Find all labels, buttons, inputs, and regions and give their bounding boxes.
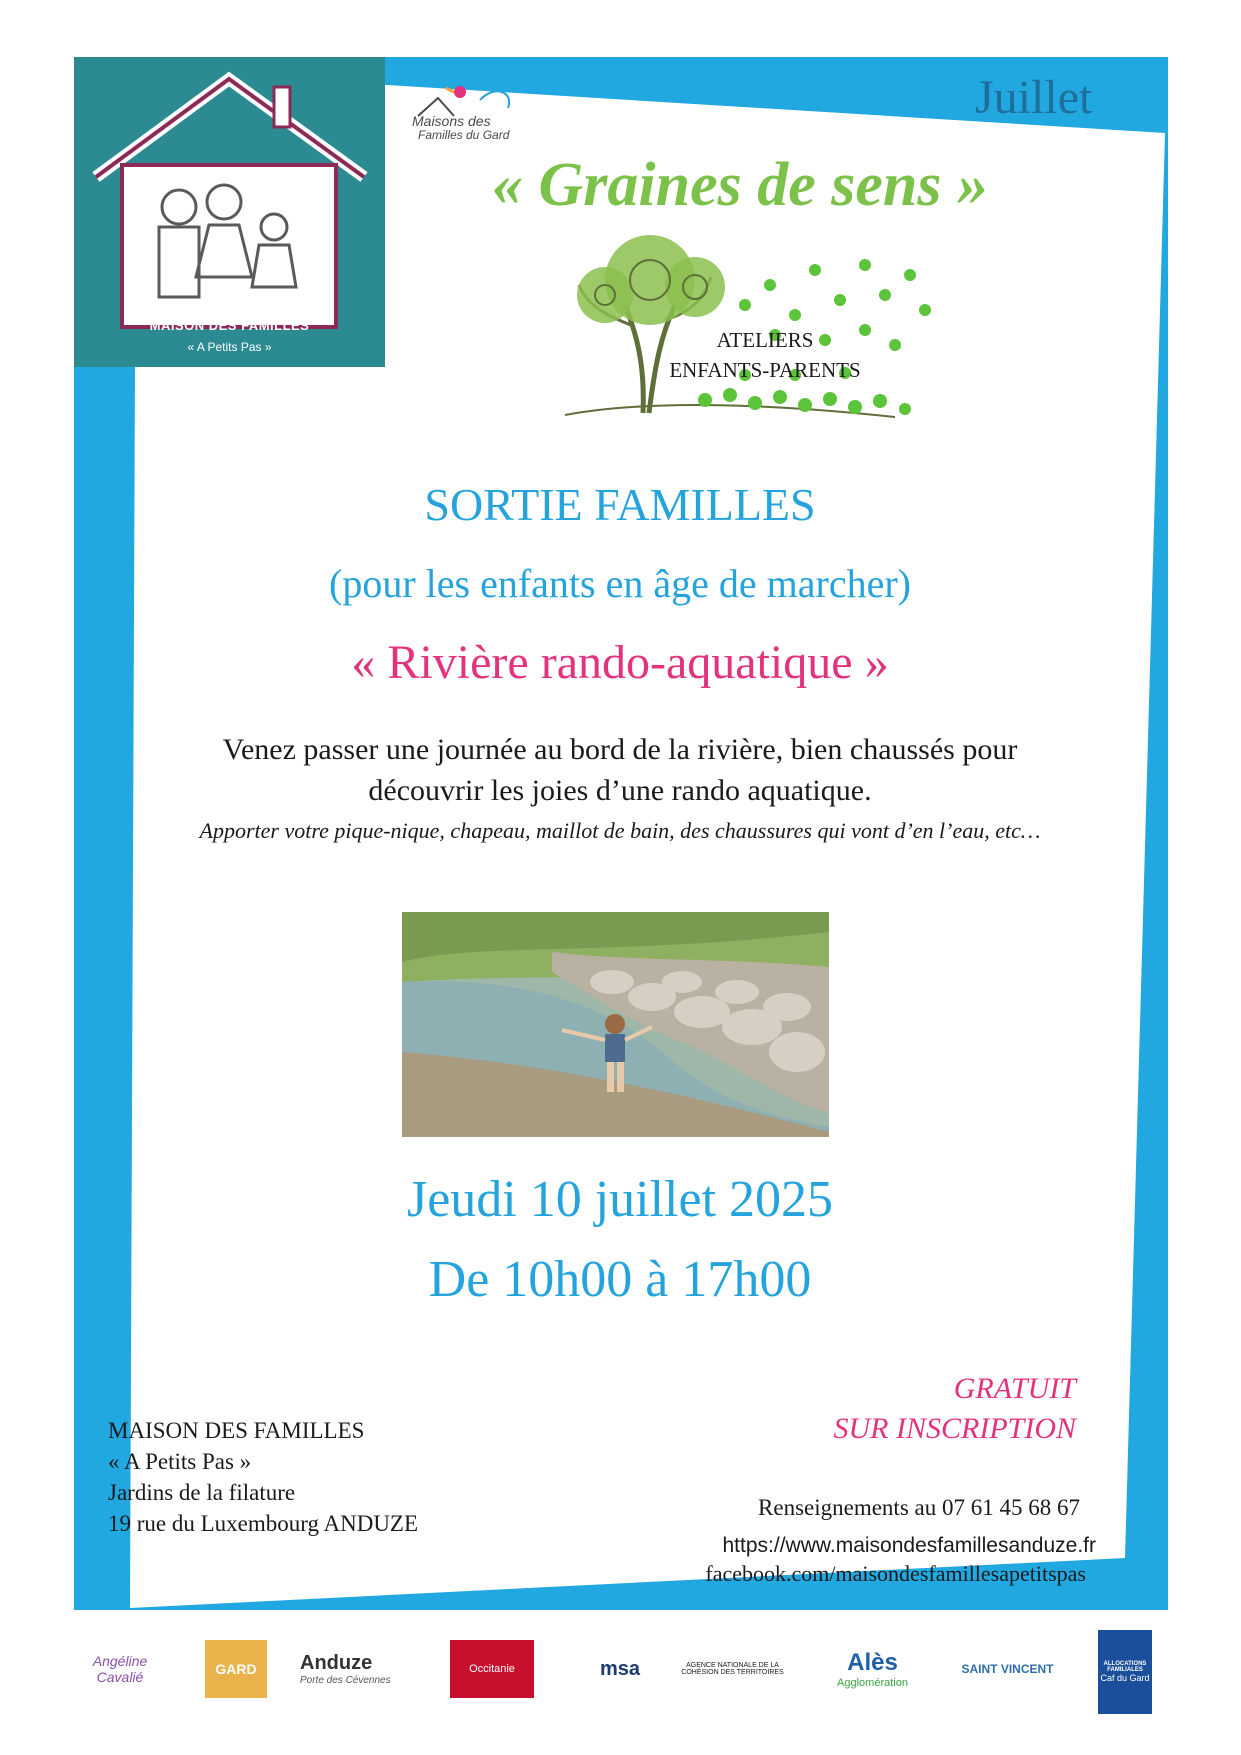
anduze-tagline: Porte des Cévennes <box>300 1675 391 1686</box>
website-link[interactable]: https://www.maisondesfamillesanduze.fr <box>722 1534 1096 1557</box>
caf-logo: ALLOCATIONS FAMILIALES <box>1103 1661 1147 1673</box>
event-description-line2: découvrir les joies d’une rando aquatique. <box>368 774 872 807</box>
month-label: Juillet <box>975 71 1093 124</box>
program-title: « Graines de sens » <box>491 151 989 219</box>
partner-ales <box>825 1640 920 1698</box>
anduze-logo: Anduze <box>300 1652 373 1674</box>
partner-gard <box>205 1640 267 1698</box>
logo-caption-name: MAISON DES FAMILLES <box>149 318 310 333</box>
angeline-cavalie-logo: Angéline Cavalié <box>92 1653 148 1685</box>
ales-logo: Alès <box>847 1649 898 1676</box>
event-audience: (pour les enfants en âge de marcher) <box>329 561 911 606</box>
anct-logo: AGENCE NATIONALE DE LA COHÉSION DES TERRITOIRES <box>681 1662 784 1676</box>
pricing-registration: SUR INSCRIPTION <box>833 1412 1076 1445</box>
partner-angeline-cavalie <box>80 1640 160 1698</box>
partner-msa <box>580 1640 660 1698</box>
event-date: Jeudi 10 juillet 2025 <box>406 1171 834 1228</box>
partner-anct <box>680 1640 785 1698</box>
address-line1: MAISON DES FAMILLES <box>108 1418 365 1443</box>
network-logo-line2: Familles du Gard <box>418 128 510 142</box>
gard-department-logo: GARD <box>215 1661 257 1677</box>
contact-phone: Renseignements au 07 61 45 68 67 <box>758 1495 1080 1520</box>
event-hours: De 10h00 à 17h00 <box>428 1251 812 1308</box>
logo-caption-subname: « A Petits Pas » <box>187 340 272 354</box>
event-bring-list: Apporter votre pique-nique, chapeau, maillot de bain, des chaussures qui vont d’en l’eau, etc… <box>199 818 1041 843</box>
occitanie-logo: Occitanie <box>469 1663 515 1675</box>
ales-tagline: Agglomération <box>837 1677 908 1689</box>
event-activity-title: « Rivière rando-aquatique » <box>351 636 889 689</box>
saint-vincent-logo: SAINT VINCENT <box>961 1662 1054 1676</box>
msa-logo: msa <box>599 1657 641 1680</box>
partner-anduze <box>300 1640 420 1698</box>
address-line4: 19 rue du Luxembourg ANDUZE <box>108 1511 419 1536</box>
pricing-free: GRATUIT <box>953 1372 1076 1405</box>
caf-tagline: Caf du Gard <box>1100 1673 1150 1683</box>
partner-saint-vincent <box>955 1640 1060 1698</box>
network-logo-line1: Maisons des <box>412 113 491 129</box>
river-photo <box>402 912 829 1137</box>
workshop-label-line1: ATELIERS <box>716 328 814 352</box>
address-line3: Jardins de la filature <box>108 1480 296 1505</box>
event-description-line1: Venez passer une journée au bord de la rivière, bien chaussés pour <box>222 733 1018 766</box>
event-type-heading: SORTIE FAMILLES <box>424 479 816 530</box>
facebook-link[interactable]: facebook.com/maisondesfamillesapetitspas <box>705 1561 1086 1586</box>
workshop-label-line2: ENFANTS-PARENTS <box>669 358 861 382</box>
partner-occitanie <box>450 1640 534 1698</box>
address-line2: « A Petits Pas » <box>108 1449 252 1474</box>
partner-caf <box>1098 1630 1152 1714</box>
